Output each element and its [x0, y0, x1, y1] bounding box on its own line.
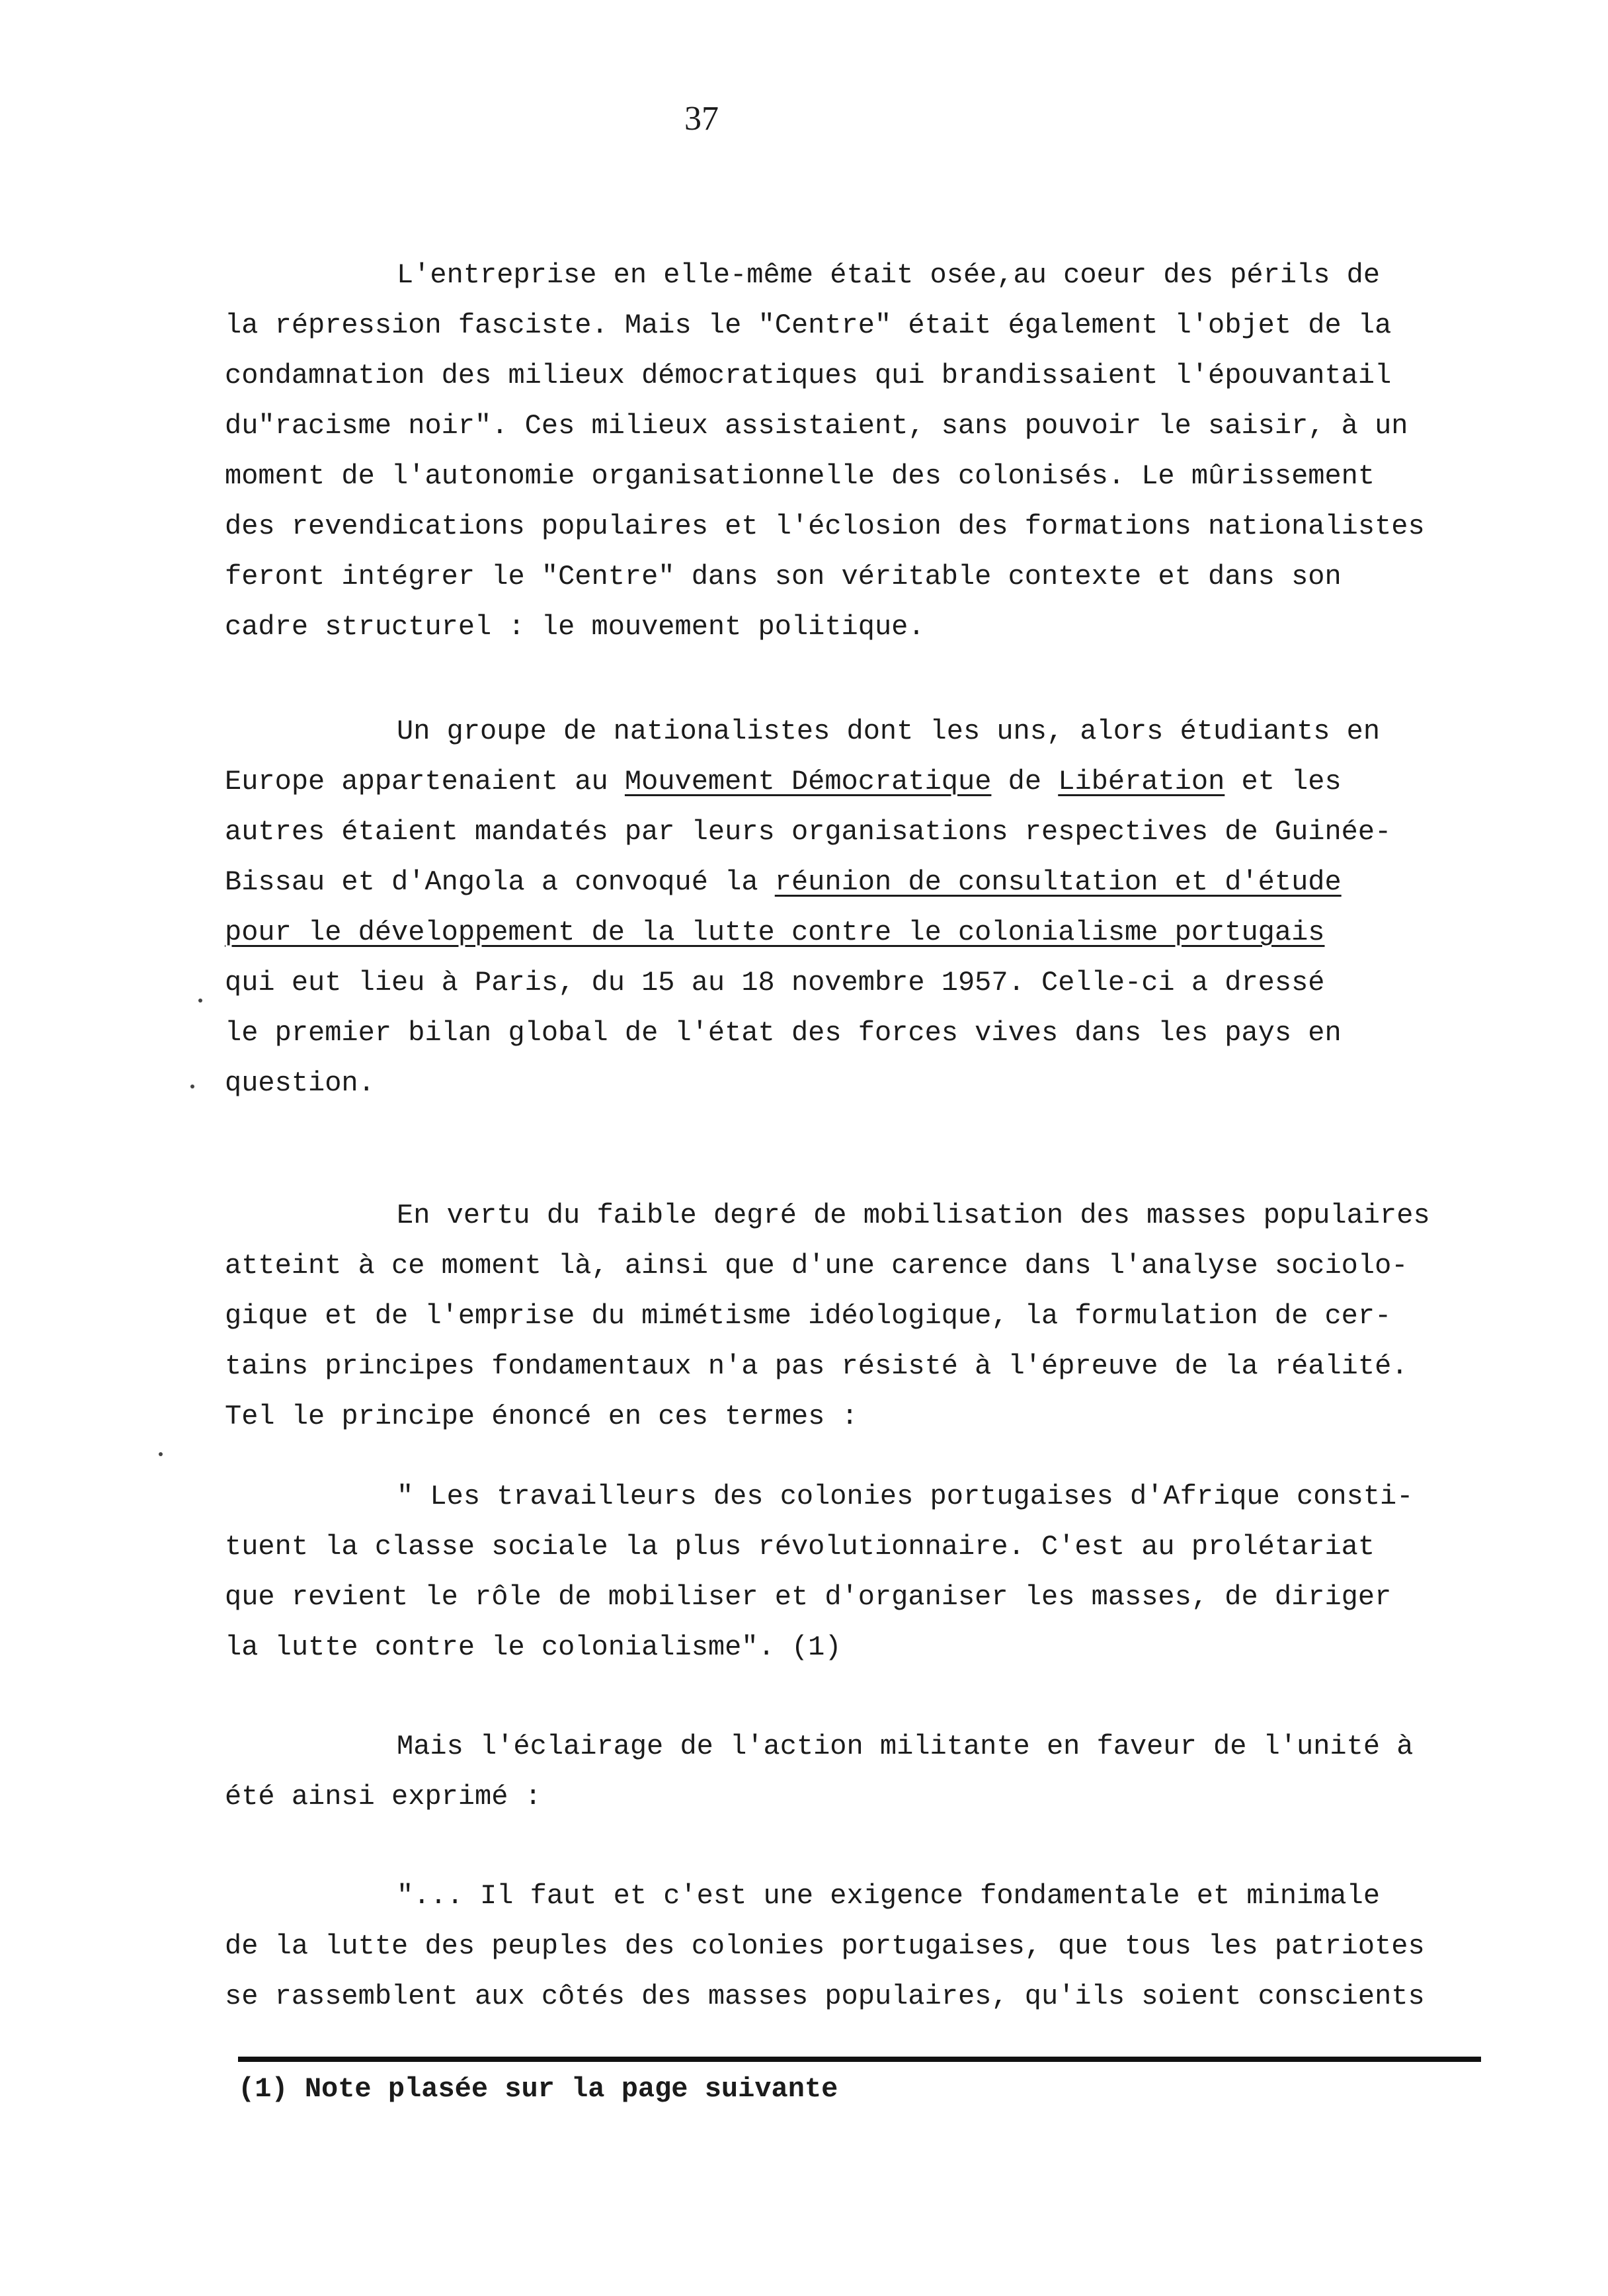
text-line: " Les travailleurs des colonies portugaises d'Afrique consti- [397, 1481, 1414, 1512]
paragraph-eclairage [225, 1721, 1413, 1822]
text-line: atteint à ce moment là, ainsi que d'une carence dans l'analyse sociolo- [225, 1250, 1408, 1282]
footnote: (1) Note plasée sur la page suivante [238, 2073, 838, 2105]
text-line: condamnation des milieux démocratiques qui brandissaient l'épouvantail [225, 360, 1392, 391]
text-line: Mais l'éclairage de l'action militante en faveur de l'unité à [397, 1731, 1414, 1762]
text-line: feront intégrer le "Centre" dans son véritable contexte et dans son [225, 561, 1342, 593]
text-line: question. [225, 1067, 375, 1099]
text-line: que revient le rôle de mobiliser et d'organiser les masses, de diriger [225, 1581, 1392, 1613]
underlined-text: réunion de consultation et d'étude [774, 866, 1342, 898]
text-line: Un groupe de nationalistes dont les uns, alors étudiants en [397, 716, 1381, 747]
scan-speck [190, 1085, 194, 1088]
text-line: Tel le principe énoncé en ces termes : [225, 1401, 858, 1432]
text-line [225, 907, 1391, 958]
underlined-text: pour le développement de la lutte contre le colonialisme portugais [225, 917, 1325, 948]
text-line: la lutte contre le colonialisme". (1) [225, 1631, 842, 1663]
text-line: tuent la classe sociale la plus révolutionnaire. C'est au prolétariat [225, 1531, 1375, 1563]
text-line: été ainsi exprimé : [225, 1781, 542, 1813]
underlined-text: Mouvement Démocratique [624, 766, 992, 798]
text-line: cadre structurel : le mouvement politique. [225, 611, 925, 643]
text-line: "... Il faut et c'est une exigence fondamentale et minimale [397, 1880, 1381, 1912]
quote-exigence [225, 1871, 1425, 2022]
text-line: du"racisme noir". Ces milieux assistaient, sans pouvoir le saisir, à un [225, 410, 1408, 442]
scan-speck [198, 999, 202, 1003]
scan-speck [159, 1452, 163, 1456]
text-line: L'entreprise en elle-même était osée,au coeur des périls de [397, 259, 1381, 291]
text-line: de la lutte des peuples des colonies portugaises, que tous les patriotes [225, 1930, 1425, 1962]
text-line: des revendications populaires et l'éclosion des formations nationalistes [225, 511, 1425, 542]
text-line: tains principes fondamentaux n'a pas résisté à l'épreuve de la réalité. [225, 1350, 1408, 1382]
paragraph-mobilisation [225, 1190, 1430, 1442]
text-line: En vertu du faible degré de mobilisation des masses populaires [397, 1200, 1430, 1231]
text-line: Bissau et d'Angola a convoqué la réunion de consultation et d'étude [225, 866, 1342, 898]
text-line: la répression fasciste. Mais le "Centre" était également l'objet de la [225, 309, 1392, 341]
footnote-divider [238, 2057, 1481, 2062]
paragraph-groupe-nationalistes [225, 706, 1391, 1108]
text-line: gique et de l'emprise du mimétisme idéologique, la formulation de cer- [225, 1300, 1392, 1332]
text-line: le premier bilan global de l'état des forces vives dans les pays en [225, 1017, 1342, 1049]
text-line: Europe appartenaient au Mouvement Démocratique de Libération et les [225, 766, 1342, 798]
quote-travailleurs [225, 1471, 1413, 1672]
underlined-text: Libération [1058, 766, 1225, 798]
text-line: moment de l'autonomie organisationnelle des colonisés. Le mûrissement [225, 460, 1375, 492]
text-line: autres étaient mandatés par leurs organisations respectives de Guinée- [225, 816, 1392, 848]
text-line: qui eut lieu à Paris, du 15 au 18 novembre 1957. Celle-ci a dressé [225, 967, 1325, 999]
page-number: 37 [684, 100, 719, 138]
text-line: se rassemblent aux côtés des masses populaires, qu'ils soient conscients [225, 1981, 1425, 2012]
paragraph-centre [225, 250, 1425, 652]
